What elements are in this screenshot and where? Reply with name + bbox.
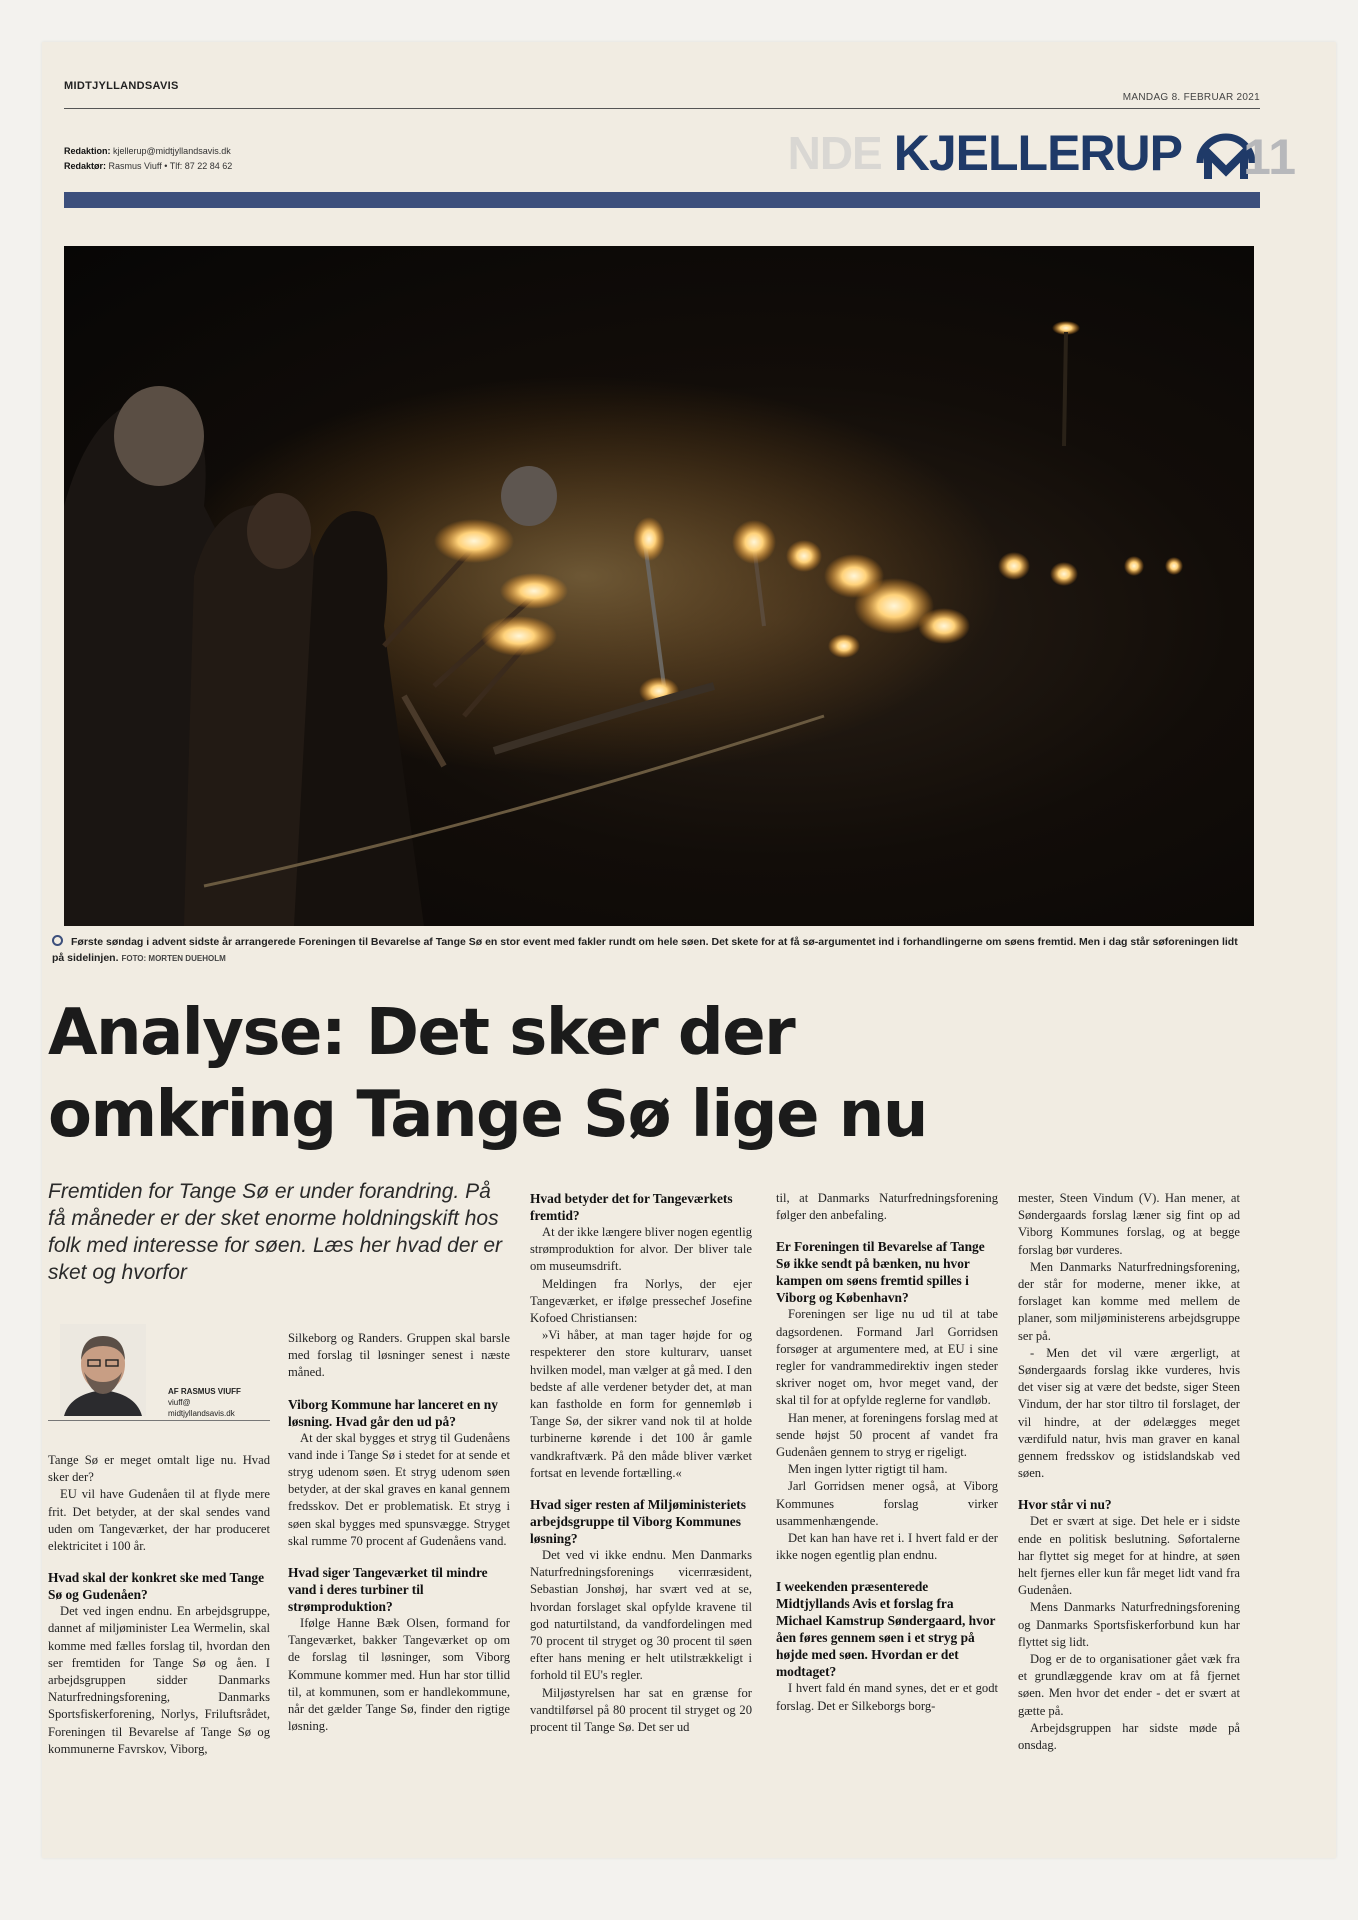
author-avatar [60,1324,146,1416]
paragraph: Meldingen fra Norlys, der ejer Tangeværket, er ifølge pressechef Josefine Kofoed Christiansen: [530,1276,752,1326]
paragraph: Det ved ingen endnu. En arbejdsgruppe, dannet af miljøminister Lea Wermelin, skal komme med fælles forslag til, hvordan den ser fremtiden for Tange Sø og åen. I arbejdsgruppen sidder Danmarks Naturfredningsforening, Danmarks Sportsfiskerforening, Norlys, Friluftsrådet, Foreningen til Bevarelse af Tange Sø og kommunerne Favrskov, Viborg, [48,1604,270,1756]
issue-date: MANDAG 8. FEBRUAR 2021 [1122,92,1260,103]
paragraph: »Vi håber, at man tager højde for og respekterer den store kulturarv, uanset hvilken model, man vælger at gå med. I den bedste af alle verdener betyder det, at man kan fastholde en form for gennemløb i Tange Sø, der sikrer vand nok til at holde turbinerne kørende i det 100 år gamle vandkraftværk. På den måde bliver værket fortsat en levende fortælling.« [530,1328,752,1480]
article-column-4 [776,1190,998,1715]
article-column-3 [530,1190,752,1736]
masthead-rule [64,108,1260,109]
paragraph: Silkeborg og Randers. Gruppen skal barsle med forslag til løsninger senest i næste måned. [288,1331,510,1380]
paragraph: At der ikke længere bliver nogen egentlig strømproduktion for alvor. Der bliver tale om museumsdrift. [530,1225,752,1274]
editorial-contact [64,144,232,174]
torch-event-photo [64,246,1254,926]
section-name: KJELLERUP [893,125,1182,181]
caption-bullet-icon [52,935,63,946]
paragraph: Det ved vi ikke endnu. Men Danmarks Naturfredningsforenings viceпræsident, Sebastian Jonshøj, har svært ved at se, hvordan forslaget skal opfylde kravene til god naturtilstand, da vandfordelingen med 70 procent til stryget og 30 procent til søen efter hans mening er helt utilstrækkeligt i forhold til EU's regler. [530,1548,752,1683]
redaktion-label: Redaktion: [64,146,111,156]
photo-credit: FOTO: MORTEN DUEHOLM [121,954,226,963]
redaktion-email: kjellerup@midtjyllandsavis.dk [113,146,231,156]
article-lede: Fremtiden for Tange Sø er under forandring. På få måneder er der sket enorme holdningskift hos folk med interesse for søen. Læs her hvad der er sket og hvorfor [48,1180,503,1284]
paragraph: Men Danmarks Naturfredningsforening, der står for moderne, mener ikke, at forslaget kan komme med mellem de planer, som miljøministerens arbejdsgruppe ser på. [1018,1259,1240,1343]
author-email-1: viuff@ [168,1398,191,1407]
section-bar [64,192,1260,208]
subheading: Er Foreningen til Bevarelse af Tange Sø ikke sendt på bænken, nu hvor kampen om søens fremtid spilles i Viborg og København? [776,1239,985,1306]
byline-text [168,1386,241,1419]
paragraph: Arbejdsgruppen har sidste møde på onsdag. [1018,1720,1240,1753]
headline-line-2: omkring Tange Sø lige nu [48,1078,927,1152]
article-column-5 [1018,1190,1240,1754]
photo-caption [52,934,1248,967]
subheading: Hvad skal der konkret ske med Tange Sø og Gudenåen? [48,1570,265,1603]
paragraph: Tange Sø er meget omtalt lige nu. Hvad sker der? [48,1453,270,1485]
paragraph: Miljøstyrelsen har sat en grænse for vandtilførsel på 80 procent til stryget og 20 procent til Tange Sø. Det ser ud [530,1685,752,1735]
section-ghost-text: NDE [787,127,882,179]
photo-illustration [64,246,1254,926]
subheading: Viborg Kommune har lanceret en ny løsning. Hvad går den ud på? [288,1396,498,1429]
paragraph: Men ingen lytter rigtigt til ham. [788,1462,948,1477]
byline [48,1320,270,1421]
subheading: Hvor står vi nu? [1018,1497,1112,1513]
paragraph: Ifølge Hanne Bæk Olsen, formand for Tangeværket, bakker Tangeværket op om de forslag til løsninger, som Viborg Kommune kommer med. Hun har stor tillid til, at kommunen, som er handlekommune, når det gælder Tange Sø, finder den rigtige løsning. [288,1616,510,1734]
caption-text: Første søndag i advent sidste år arrangerede Foreningen til Bevarelse af Tange Sø en stor event med fakler rundt om hele søen. Det skete for at få sø-argumentet ind i forhandlingerne om søens fremtid. Men i dag står søforeningen lidt på sidelinjen. [52,936,1238,964]
subheading: Hvad betyder det for Tangeværkets fremtid? [530,1191,733,1223]
article-column-2 [288,1330,510,1735]
author-name: AF RASMUS VIUFF [168,1387,241,1396]
subheading: Hvad siger resten af Miljøministeriets arbejdsgruppe til Viborg Kommunes løsning? [530,1497,746,1547]
paragraph: Det kan han have ret i. I hvert fald er der ikke nogen egentlig plan endnu. [776,1531,998,1563]
section-header [788,118,1258,188]
paragraph: - Men det vil være ærgerligt, at Søndergaards forslag ikke vurderes, hvis det viser sig at være det bedste, siger Steen Vindum, der har stor tiltro til forslaget, der vil hindre, at der ødelægges meget værdifuld natur, hvis man graver en kanal gennem fredsskov og istidslandskab ved søen. [1018,1345,1240,1481]
paragraph: Han mener, at foreningens forslag med at sende højst 50 procent af vandet fra Gudenåen gennem to stryg er rigeligt. [776,1410,998,1460]
article-headline [48,992,1048,1156]
paragraph: Jarl Gorridsen mener også, at Viborg Kommunes forslag virker usammenhængende. [776,1479,998,1528]
paragraph: Mens Danmarks Naturfredningsforening og Danmarks Sportsfiskerforbund kun har flyttet sig lidt. [1018,1600,1240,1649]
paragraph: Foreningen ser lige nu ud til at tabe dagsordenen. Formand Jarl Gorridsen forsøger at argumentere med, at EU i sine regler for vandrammedirektiv ingen steder skriver noget om, hvor meget vand, der skal til for at opfylde reglerne for vandløb. [776,1307,998,1408]
paper-name: MIDTJYLLANDSAVIS [64,80,179,92]
paragraph: Det er svært at sige. Det hele er i sidste ende en politisk beslutning. Søfortalerne har flyttet sig meget for at hindre, at søen helt fjernes eller kun får meget lidt vand fra Gudenåen. [1018,1514,1240,1598]
headline-line-1: Analyse: Det sker der [48,996,795,1070]
paragraph: Dog er de to organisationer gået væk fra et grundlæggende krav om at få fjernet søen. Men hvor det ender - det er svært at gætte på. [1018,1652,1240,1718]
page-number: 11 [1243,129,1296,185]
author-email-2: midtjyllandsavis.dk [168,1409,235,1418]
subheading: Hvad siger Tangeværket til mindre vand i deres turbiner til strømproduktion? [288,1565,488,1615]
paragraph: At der skal bygges et stryg til Gudenåens vand inde i Tange Sø i stedet for at sende et stryg udenom søen. Et stryg udenom søen betyder, at der skal graves en kanal gennem fredsskov. Det er problematisk. Et stryg i søen skal bygges med spunsvægge. Stryget skal rumme 70 procent af Gudenåens vand. [288,1430,510,1548]
subheading: I weekenden præsenterede Midtjyllands Avis et forslag fra Michael Kamstrup Søndergaard, hvor åen føres gennem søen i et stryg på højde med søen. Hvordan er det modtaget? [776,1579,996,1680]
article-column-1 [48,1452,270,1758]
redaktor-info: Rasmus Viuff • Tlf: 87 22 84 62 [108,161,233,171]
paragraph: EU vil have Gudenåen til at flyde mere frit. Det betyder, at der skal sendes vand uden om Tangeværket, der har produceret elektricitet i 100 år. [48,1487,270,1554]
paragraph: mester, Steen Vindum (V). Han mener, at Søndergaards forslag læner sig fint op ad Viborg Kommunes forslag, og at begge forslag bør vurderes. [1018,1191,1240,1257]
paragraph: I hvert fald én mand synes, det er et godt forslag. Det er Silkeborgs borg- [776,1681,998,1713]
paragraph: til, at Danmarks Naturfredningsforening følger den anbefaling. [776,1191,998,1223]
redaktor-label: Redaktør: [64,161,107,171]
